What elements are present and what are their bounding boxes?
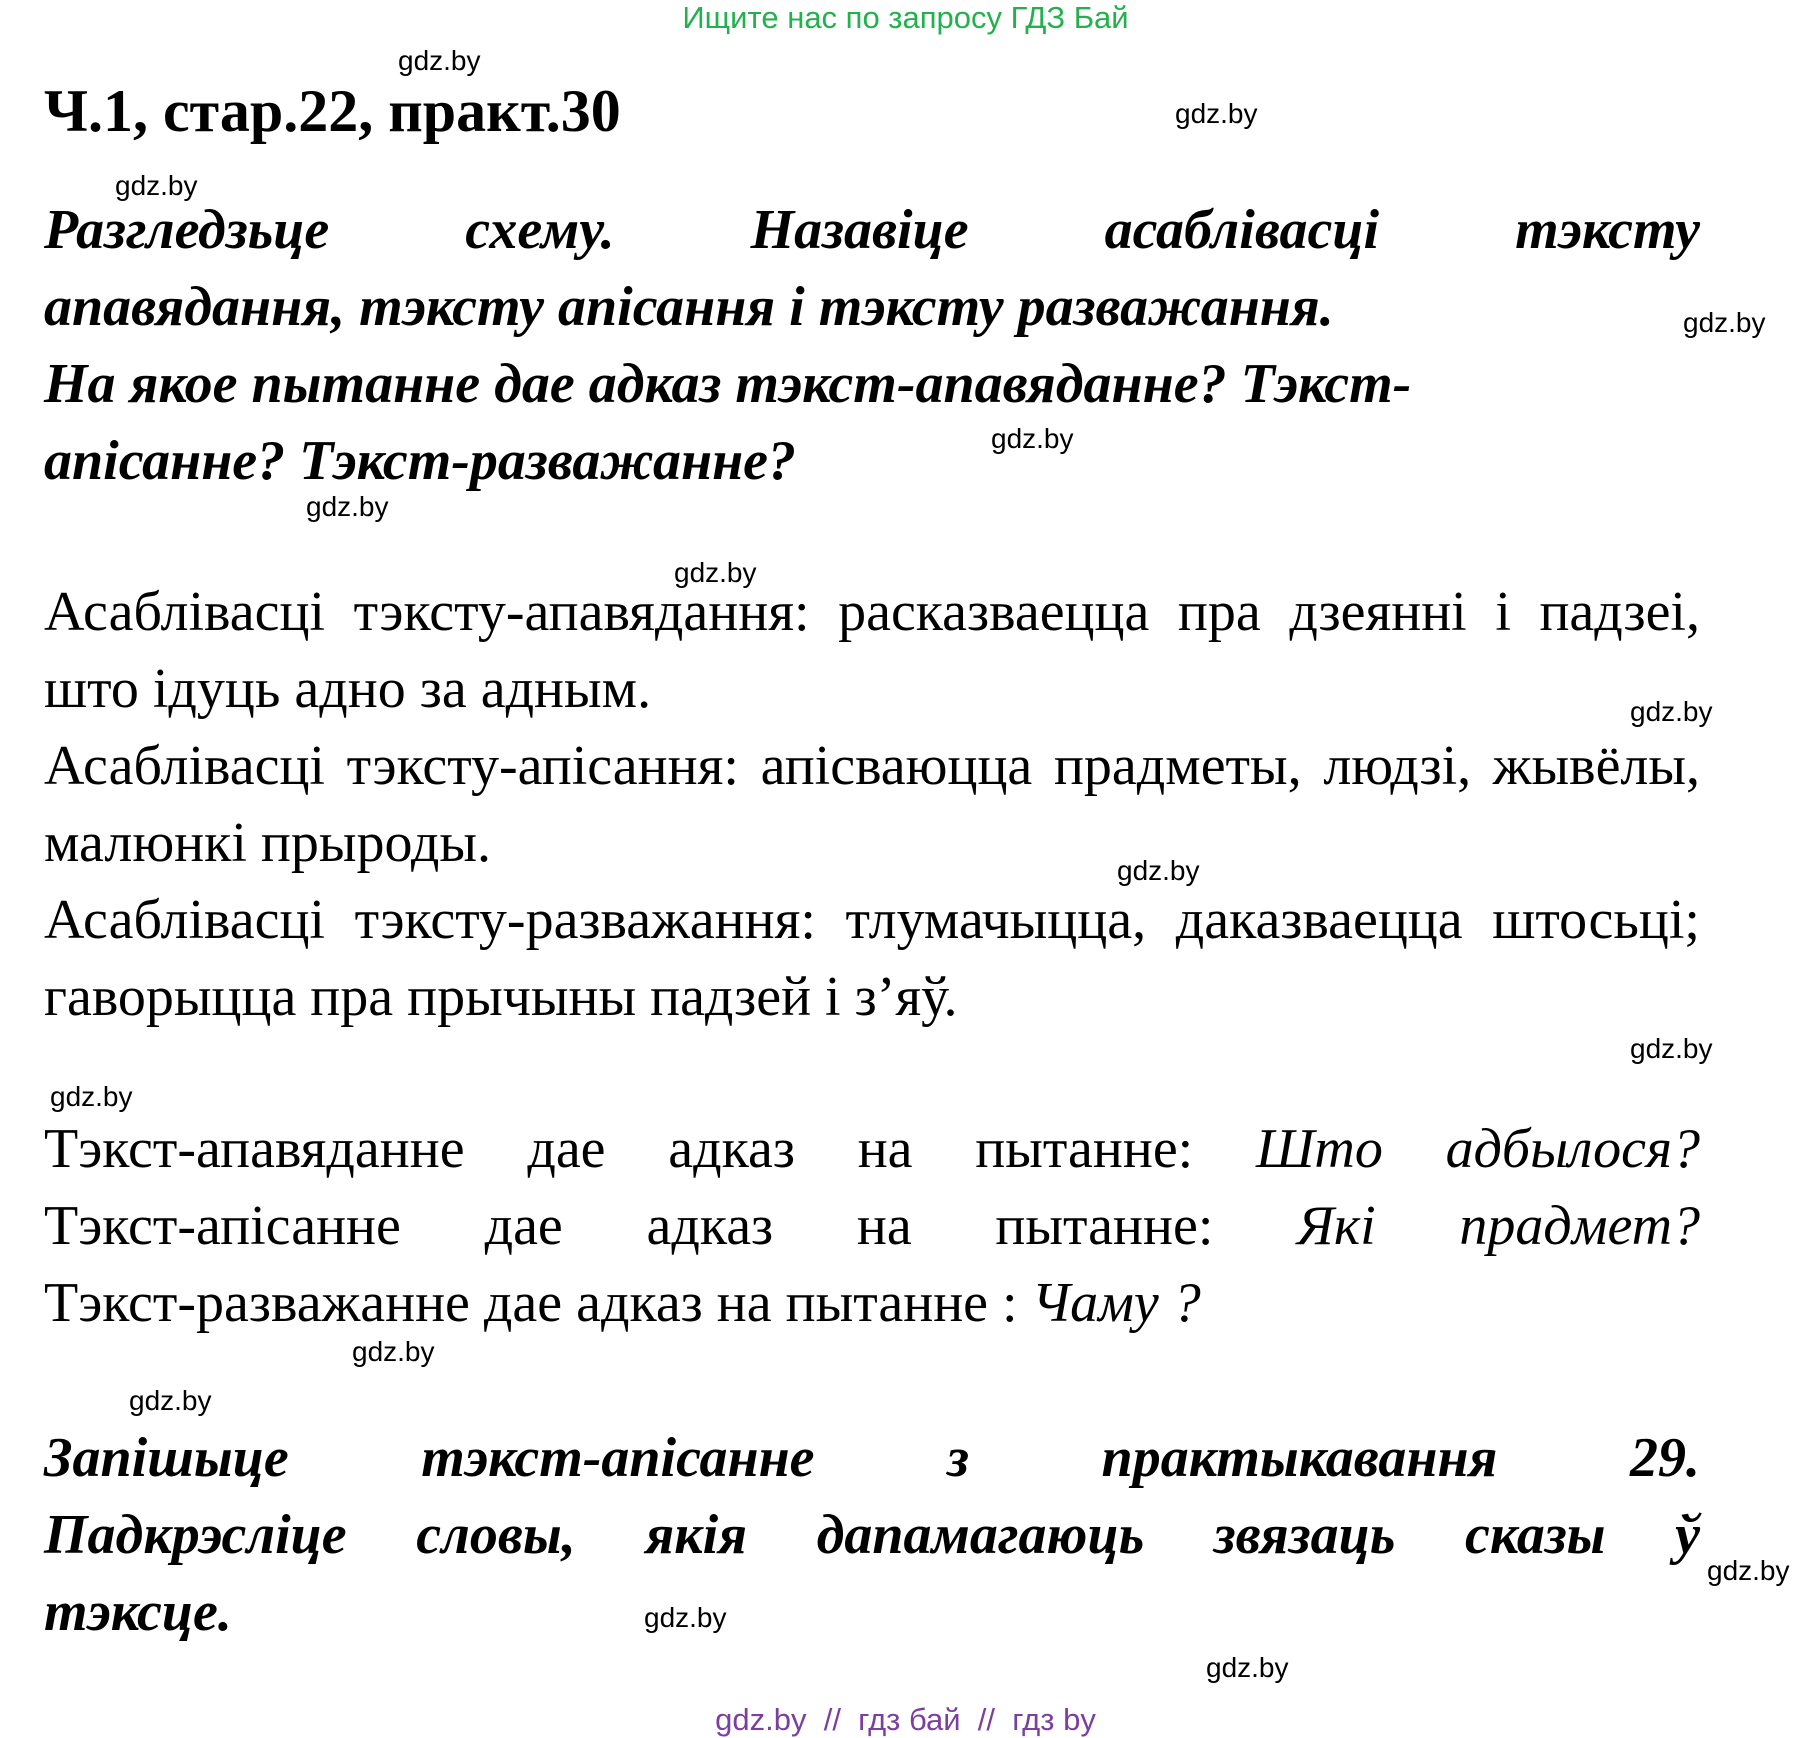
- answer-1-text: [44, 574, 1700, 1036]
- watermark: gdz.by: [306, 491, 389, 522]
- task-2-text: [44, 1420, 1700, 1651]
- watermark: gdz.by: [115, 170, 198, 201]
- answer-question-italic: Што адбылося?: [1255, 1118, 1700, 1180]
- watermark: gdz.by: [1630, 696, 1713, 727]
- task-2-line: Падкрэсліце словы, якія дапамагаюць звязаць сказы ў: [44, 1504, 1700, 1566]
- watermark: gdz.by: [991, 423, 1074, 454]
- answer-question-italic: Чаму ?: [1031, 1272, 1201, 1334]
- task-2-line: тэксце.: [44, 1581, 232, 1643]
- watermark: gdz.by: [644, 1602, 727, 1633]
- watermark: gdz.by: [352, 1336, 435, 1367]
- task-2-line: Запішыце тэкст-апісанне з практыкавання 29.: [44, 1427, 1700, 1489]
- answer-question-line: [44, 1188, 1700, 1265]
- answer-question-text: Тэкст-разважанне дае адказ на пытанне :: [44, 1272, 1032, 1334]
- task-1-text: [44, 192, 1700, 500]
- task-1-line: На якое пытанне дае адказ тэкст-апавяданне? Тэкст-: [44, 353, 1412, 415]
- answer-question-line: [44, 1265, 1700, 1342]
- answer-paragraph: Асаблівасці тэксту-апісання: апісваюцца прадметы, людзі, жывёлы, малюнкі прыроды.: [44, 735, 1700, 874]
- watermark: gdz.by: [1683, 307, 1766, 338]
- task-1-line: апавядання, тэксту апісання і тэксту разважання.: [44, 276, 1334, 338]
- watermark: gdz.by: [50, 1081, 133, 1112]
- answer-2-text: [44, 1111, 1700, 1342]
- answer-paragraph: Асаблівасці тэксту-разважання: тлумачыцца, даказваецца штосьці; гаворыцца пра прычыны падзей і з’яў.: [44, 889, 1700, 1028]
- task-1-line: апісанне? Тэкст-разважанне?: [44, 430, 797, 492]
- answer-question-italic: Які прадмет?: [1297, 1195, 1701, 1257]
- answer-question-text: Тэкст-апісанне дае адказ на пытанне:: [44, 1195, 1298, 1257]
- watermark: gdz.by: [674, 557, 757, 588]
- top-banner: Ищите нас по запросу ГДЗ Бай: [682, 0, 1129, 35]
- answer-question-text: Тэкст-апавяданне дае адказ на пытанне:: [44, 1118, 1256, 1180]
- watermark: gdz.by: [398, 45, 481, 76]
- watermark: gdz.by: [1175, 98, 1258, 129]
- watermark: gdz.by: [1630, 1033, 1713, 1064]
- answer-paragraph: Асаблівасці тэксту-апавядання: расказваецца пра дзеянні і падзеі, што ідуць адно за адным.: [44, 581, 1700, 720]
- watermark: gdz.by: [129, 1385, 212, 1416]
- answer-question-line: [44, 1111, 1700, 1188]
- footer-links: gdz.by // гдз бай // гдз by: [715, 1702, 1096, 1737]
- task-1-line: Разгледзьце схему. Назавіце асаблівасці тэксту: [44, 199, 1700, 261]
- watermark: gdz.by: [1117, 855, 1200, 886]
- watermark: gdz.by: [1707, 1555, 1790, 1586]
- page-title: Ч.1, стар.22, практ.30: [44, 78, 621, 144]
- watermark: gdz.by: [1206, 1652, 1289, 1683]
